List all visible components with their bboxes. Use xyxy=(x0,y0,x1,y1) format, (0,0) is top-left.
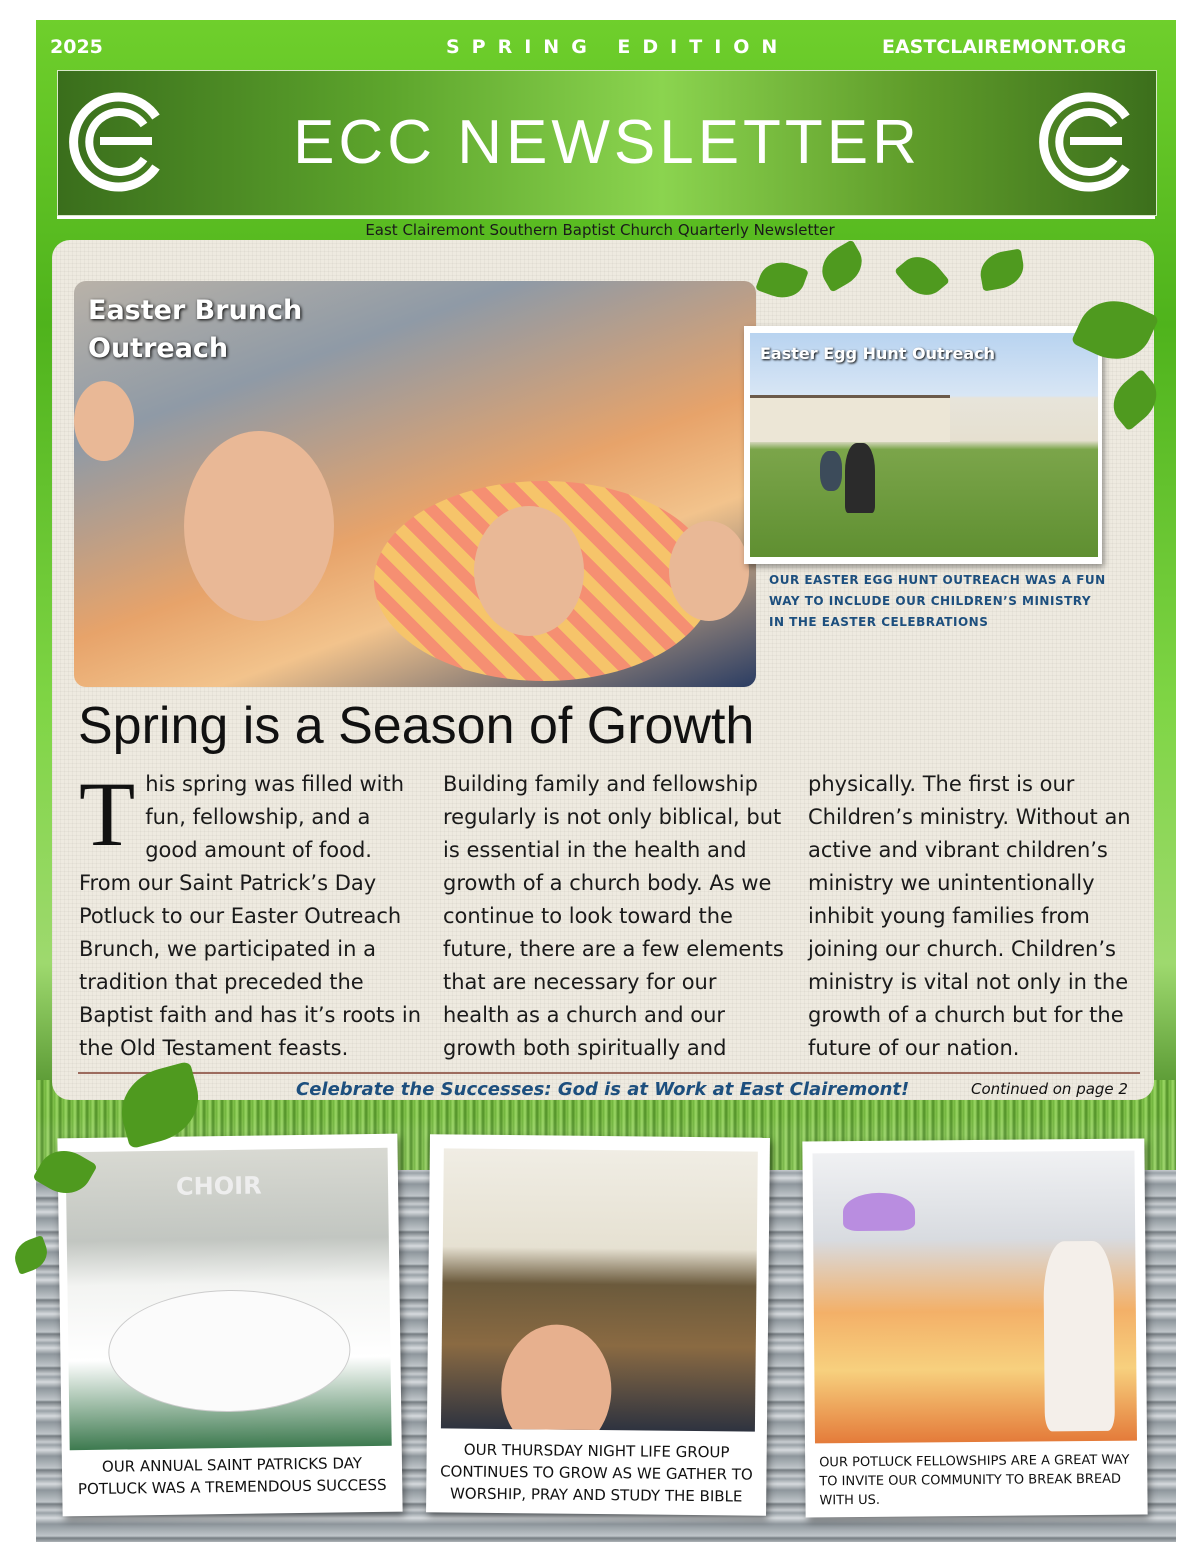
egg-hunt-title: Easter Egg Hunt Outreach xyxy=(760,344,996,363)
article-text-1: his spring was filled with fun, fellowship, and a good amount of food. From our Saint Patrick’s Day Potluck to our Easter Outreach Brunch, we participated in a tradition that preceded the Baptist faith and has it’s roots in the Old Testament feasts. xyxy=(79,772,422,1060)
gallery-caption-3: OUR POTLUCK FELLOWSHIPS ARE A GREAT WAY TO INVITE OUR COMMUNITY TO BREAK BREAD WITH US. xyxy=(819,1452,1130,1509)
person-face xyxy=(474,506,584,636)
egg-hunt-caption: OUR EASTER EGG HUNT OUTREACH WAS A FUN WAY TO INCLUDE OUR CHILDREN’S MINISTRY IN THE EASTER CELEBRATIONS xyxy=(769,573,1106,629)
table-illustration xyxy=(108,1288,352,1413)
easter-brunch-caption: Easter Brunch Outreach xyxy=(88,295,303,364)
person-face xyxy=(501,1324,612,1432)
potluck-fellowship-photo xyxy=(812,1151,1137,1444)
purple-hat xyxy=(843,1193,915,1232)
church-logo-icon xyxy=(1038,87,1138,197)
gallery-caption-2: OUR THURSDAY NIGHT LIFE GROUP CONTINUES TO GROW AS WE GATHER TO WORSHIP, PRAY AND STUDY THE BIBLE xyxy=(440,1440,753,1506)
masthead-rule xyxy=(57,216,1155,219)
continued-note: Continued on page 2 xyxy=(971,1080,1128,1098)
newsletter-subtitle: East Clairemont Southern Baptist Church Quarterly Newsletter xyxy=(365,221,835,239)
life-group-photo xyxy=(441,1148,758,1431)
child-figure xyxy=(845,443,875,513)
choir-sign: CHOIR xyxy=(175,1171,262,1201)
article-column-3: physically. The first is our Children’s ministry. Without an active and vibrant children’s ministry we unintentionally inhibit young families from joining our church. Children’s ministry is vital not only in the growth of a church but for the future of our nation. xyxy=(808,772,1131,1060)
website-link[interactable]: EASTCLAIREMONT.ORG xyxy=(882,36,1127,58)
person-face xyxy=(669,521,749,621)
gallery-polaroid-2 xyxy=(426,1134,770,1516)
article-rule xyxy=(78,1072,1140,1074)
gallery-polaroid-3 xyxy=(802,1139,1147,1518)
article-tagline: Celebrate the Successes: God is at Work at East Clairemont! xyxy=(296,1079,910,1100)
issue-edition: SPRING EDITION xyxy=(446,36,790,58)
egg-hunt-photo xyxy=(750,333,1098,557)
child-figure xyxy=(1043,1241,1115,1432)
gallery-caption-1: OUR ANNUAL SAINT PATRICKS DAY POTLUCK WAS A TREMENDOUS SUCCESS xyxy=(77,1454,387,1499)
newsletter-title: ECC NEWSLETTER xyxy=(293,108,921,177)
drop-cap: T xyxy=(79,763,136,865)
person-face xyxy=(74,381,134,461)
child-figure xyxy=(820,451,842,491)
person-face xyxy=(184,431,334,621)
gallery-polaroid-1 xyxy=(57,1134,402,1517)
potluck-photo xyxy=(66,1148,392,1450)
article-column-1 xyxy=(79,763,424,1065)
issue-year: 2025 xyxy=(50,36,103,58)
article-headline: Spring is a Season of Growth xyxy=(78,697,755,755)
masthead xyxy=(57,70,1157,216)
article-column-2: Building family and fellowship regularly is not only biblical, but is essential in the health and growth of a church body. As we continue to look toward the future, there are a few elements that are necessary for our health as a church and our growth both spiritually and xyxy=(443,772,784,1060)
